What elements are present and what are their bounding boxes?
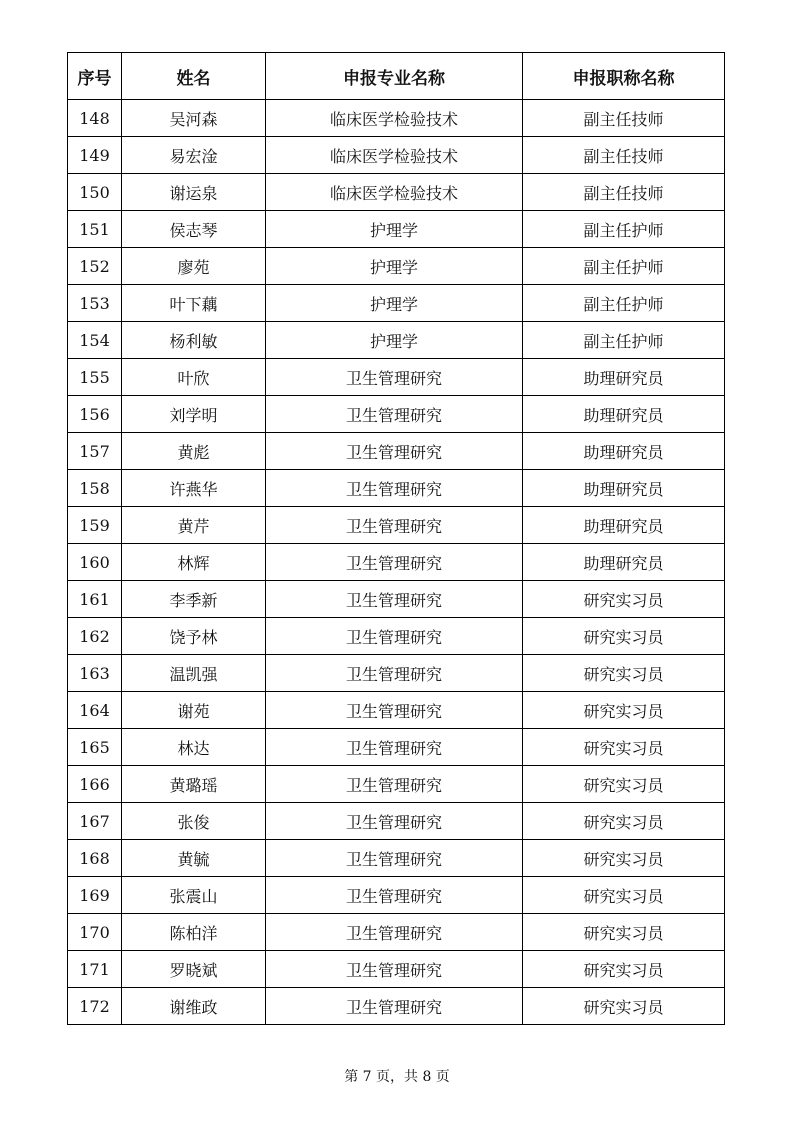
row-specialty-cell: 临床医学检验技术 (266, 100, 523, 137)
row-name-cell: 温凯强 (122, 655, 266, 692)
row-index-cell: 152 (68, 248, 122, 285)
row-index-cell: 155 (68, 359, 122, 396)
row-index-cell: 162 (68, 618, 122, 655)
table-row (68, 618, 725, 655)
row-title-cell: 副主任技师 (523, 100, 725, 137)
table-header-row (68, 53, 725, 100)
table-row (68, 211, 725, 248)
row-name-cell: 谢苑 (122, 692, 266, 729)
row-specialty-cell: 临床医学检验技术 (266, 174, 523, 211)
row-title-cell: 研究实习员 (523, 988, 725, 1025)
row-name-cell: 杨利敏 (122, 322, 266, 359)
table-row (68, 692, 725, 729)
row-title-cell: 研究实习员 (523, 655, 725, 692)
row-name-cell: 黄璐瑶 (122, 766, 266, 803)
row-specialty-cell: 护理学 (266, 211, 523, 248)
row-index-cell: 163 (68, 655, 122, 692)
row-index-cell: 171 (68, 951, 122, 988)
row-title-cell: 研究实习员 (523, 951, 725, 988)
row-name-cell: 林达 (122, 729, 266, 766)
row-name-cell: 侯志琴 (122, 211, 266, 248)
header-specialty: 申报专业名称 (266, 53, 523, 100)
row-index-cell: 154 (68, 322, 122, 359)
row-title-cell: 助理研究员 (523, 359, 725, 396)
row-index-cell: 148 (68, 100, 122, 137)
row-specialty-cell: 卫生管理研究 (266, 507, 523, 544)
page-footer: 第 7 页，共 8 页 (344, 1069, 450, 1085)
table-row (68, 322, 725, 359)
row-specialty-cell: 卫生管理研究 (266, 692, 523, 729)
row-title-cell: 研究实习员 (523, 877, 725, 914)
row-specialty-cell: 卫生管理研究 (266, 951, 523, 988)
row-specialty-cell: 卫生管理研究 (266, 581, 523, 618)
row-specialty-cell: 卫生管理研究 (266, 618, 523, 655)
row-title-cell: 副主任护师 (523, 211, 725, 248)
table-row (68, 100, 725, 137)
row-name-cell: 廖苑 (122, 248, 266, 285)
row-index-cell: 151 (68, 211, 122, 248)
row-name-cell: 张俊 (122, 803, 266, 840)
row-name-cell: 林辉 (122, 544, 266, 581)
row-index-cell: 156 (68, 396, 122, 433)
table-body (68, 100, 725, 1025)
row-specialty-cell: 卫生管理研究 (266, 655, 523, 692)
row-name-cell: 李季新 (122, 581, 266, 618)
row-name-cell: 刘学明 (122, 396, 266, 433)
row-name-cell: 饶予林 (122, 618, 266, 655)
row-title-cell: 研究实习员 (523, 803, 725, 840)
table-row (68, 581, 725, 618)
row-specialty-cell: 卫生管理研究 (266, 359, 523, 396)
row-specialty-cell: 卫生管理研究 (266, 470, 523, 507)
row-index-cell: 168 (68, 840, 122, 877)
table-row (68, 729, 725, 766)
table-row (68, 544, 725, 581)
table-row (68, 840, 725, 877)
row-name-cell: 张震山 (122, 877, 266, 914)
row-index-cell: 160 (68, 544, 122, 581)
table-row (68, 174, 725, 211)
row-title-cell: 助理研究员 (523, 433, 725, 470)
row-title-cell: 助理研究员 (523, 396, 725, 433)
row-specialty-cell: 卫生管理研究 (266, 840, 523, 877)
row-index-cell: 157 (68, 433, 122, 470)
row-index-cell: 150 (68, 174, 122, 211)
table-row (68, 988, 725, 1025)
row-index-cell: 172 (68, 988, 122, 1025)
row-name-cell: 谢运泉 (122, 174, 266, 211)
row-name-cell: 谢维政 (122, 988, 266, 1025)
row-title-cell: 副主任护师 (523, 322, 725, 359)
row-specialty-cell: 卫生管理研究 (266, 396, 523, 433)
row-title-cell: 研究实习员 (523, 840, 725, 877)
applicant-table (67, 52, 725, 1025)
row-title-cell: 助理研究员 (523, 507, 725, 544)
row-specialty-cell: 护理学 (266, 285, 523, 322)
row-title-cell: 副主任技师 (523, 174, 725, 211)
table-row (68, 433, 725, 470)
table-row (68, 951, 725, 988)
header-title: 申报职称名称 (523, 53, 725, 100)
row-index-cell: 161 (68, 581, 122, 618)
row-index-cell: 159 (68, 507, 122, 544)
row-name-cell: 陈柏洋 (122, 914, 266, 951)
row-index-cell: 158 (68, 470, 122, 507)
row-title-cell: 研究实习员 (523, 914, 725, 951)
table-row (68, 285, 725, 322)
row-title-cell: 助理研究员 (523, 544, 725, 581)
row-title-cell: 研究实习员 (523, 766, 725, 803)
row-index-cell: 149 (68, 137, 122, 174)
row-specialty-cell: 护理学 (266, 322, 523, 359)
row-title-cell: 研究实习员 (523, 692, 725, 729)
row-name-cell: 黄彪 (122, 433, 266, 470)
row-specialty-cell: 卫生管理研究 (266, 877, 523, 914)
row-name-cell: 叶下藕 (122, 285, 266, 322)
row-title-cell: 研究实习员 (523, 729, 725, 766)
row-specialty-cell: 卫生管理研究 (266, 988, 523, 1025)
row-name-cell: 许燕华 (122, 470, 266, 507)
row-name-cell: 罗晓斌 (122, 951, 266, 988)
row-name-cell: 叶欣 (122, 359, 266, 396)
row-specialty-cell: 卫生管理研究 (266, 803, 523, 840)
table-row (68, 137, 725, 174)
row-specialty-cell: 护理学 (266, 248, 523, 285)
table-row (68, 507, 725, 544)
header-name: 姓名 (122, 53, 266, 100)
row-title-cell: 研究实习员 (523, 618, 725, 655)
row-specialty-cell: 卫生管理研究 (266, 544, 523, 581)
table-row (68, 470, 725, 507)
row-title-cell: 副主任护师 (523, 285, 725, 322)
row-index-cell: 170 (68, 914, 122, 951)
row-index-cell: 167 (68, 803, 122, 840)
table-row (68, 248, 725, 285)
row-index-cell: 164 (68, 692, 122, 729)
table-row (68, 655, 725, 692)
row-title-cell: 副主任技师 (523, 137, 725, 174)
row-index-cell: 153 (68, 285, 122, 322)
table-row (68, 359, 725, 396)
row-specialty-cell: 临床医学检验技术 (266, 137, 523, 174)
row-title-cell: 助理研究员 (523, 470, 725, 507)
row-name-cell: 易宏淦 (122, 137, 266, 174)
row-title-cell: 副主任护师 (523, 248, 725, 285)
row-index-cell: 165 (68, 729, 122, 766)
row-index-cell: 166 (68, 766, 122, 803)
header-index: 序号 (68, 53, 122, 100)
row-specialty-cell: 卫生管理研究 (266, 433, 523, 470)
table-row (68, 396, 725, 433)
row-name-cell: 黄芹 (122, 507, 266, 544)
table-row (68, 766, 725, 803)
row-index-cell: 169 (68, 877, 122, 914)
table-row (68, 914, 725, 951)
row-specialty-cell: 卫生管理研究 (266, 766, 523, 803)
row-name-cell: 吴河森 (122, 100, 266, 137)
row-specialty-cell: 卫生管理研究 (266, 729, 523, 766)
table-row (68, 803, 725, 840)
row-title-cell: 研究实习员 (523, 581, 725, 618)
row-specialty-cell: 卫生管理研究 (266, 914, 523, 951)
row-name-cell: 黄毓 (122, 840, 266, 877)
table-row (68, 877, 725, 914)
